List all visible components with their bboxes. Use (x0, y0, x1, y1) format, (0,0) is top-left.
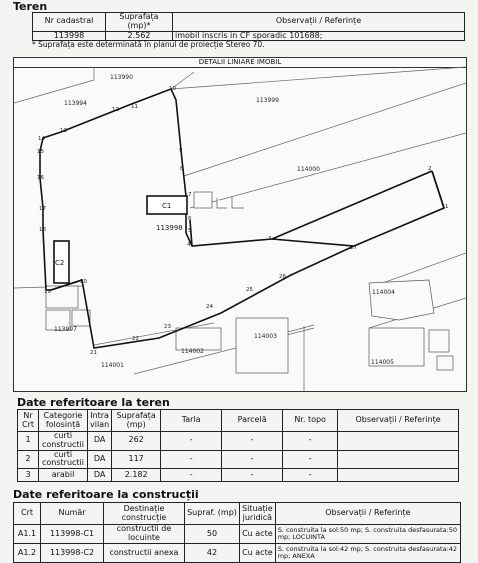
date-teren-table (17, 409, 459, 482)
parcel-label: 114004 (372, 289, 395, 296)
cell (338, 432, 459, 451)
cell: constructii anexa (104, 544, 185, 563)
cell: 2 (18, 450, 39, 469)
th-observatii: Observații / Referințe (275, 503, 460, 525)
teren-table (32, 12, 465, 41)
point-label: 13 (60, 128, 67, 134)
point-label: 9 (179, 148, 183, 154)
th-intravilan: Intra vilan (88, 410, 112, 432)
point-label: 21 (90, 350, 97, 356)
th-tarla: Tarla (161, 410, 222, 432)
point-label: 17 (39, 206, 46, 212)
table-row (18, 469, 459, 482)
cell: DA (88, 432, 112, 451)
parcel-label: 114003 (254, 333, 277, 340)
cell (338, 469, 459, 482)
teren-note: * Suprafața este determinată în planul de proiecție Stereo 70. (32, 40, 265, 49)
th-parcela: Parcelă (222, 410, 283, 432)
th-observatii: Observații / Referințe (173, 13, 465, 32)
point-label: 6 (188, 216, 192, 222)
parcel-label: 113997 (54, 326, 77, 333)
building-c2-label: C2 (55, 259, 65, 267)
teren-heading: Teren (13, 0, 48, 13)
point-label: 11 (131, 104, 138, 110)
cell: - (161, 450, 222, 469)
map-drawing (14, 58, 466, 391)
cell: 117 (112, 450, 161, 469)
point-label: 12 (112, 107, 119, 113)
date-constructii-heading: Date referitoare la construcții (13, 488, 199, 501)
cell: 262 (112, 432, 161, 451)
cell: 42 (185, 544, 240, 563)
map-title: DETALII LINIARE IMOBIL (14, 58, 466, 68)
table-row (14, 544, 461, 563)
th-numar: Număr (41, 503, 104, 525)
point-label: 26 (279, 274, 286, 280)
cell: 113998-C1 (41, 525, 104, 544)
cell: S. construita la sol:42 mp; S. construita desfasurata:42 mp; ANEXA (275, 544, 460, 563)
th-observatii: Observații / Referințe (338, 410, 459, 432)
point-label: 2 (428, 166, 432, 172)
cell: 113998-C2 (41, 544, 104, 563)
cell: - (222, 450, 283, 469)
cell: Cu acte (240, 544, 276, 563)
table-row (18, 450, 459, 469)
point-label: 25 (246, 287, 253, 293)
parcel-label: 113994 (64, 100, 87, 107)
cell: - (222, 432, 283, 451)
th-nr-topo: Nr. topo (283, 410, 338, 432)
cell: - (222, 469, 283, 482)
cell: Cu acte (240, 525, 276, 544)
point-label: 24 (206, 304, 213, 310)
cell: - (283, 469, 338, 482)
point-label: 19 (44, 289, 51, 295)
cell: - (161, 469, 222, 482)
parcel-label: 113990 (110, 74, 133, 81)
cell: 2.182 (112, 469, 161, 482)
cell: constructii de locuinte (104, 525, 185, 544)
cell-observatii: imobil inscris in CF sporadic 101688; (173, 31, 465, 41)
th-suprafata: Supraf. (mp) (185, 503, 240, 525)
point-label: 10 (169, 86, 176, 92)
cell: DA (88, 469, 112, 482)
th-destinatie: Destinație construcție (104, 503, 185, 525)
cell: curti constructii (39, 450, 88, 469)
cell-nr-cadastral: 113998 (33, 31, 106, 41)
parcel-label: 113999 (256, 97, 279, 104)
cell: 50 (185, 525, 240, 544)
point-label: 23 (164, 324, 171, 330)
th-nr-crt: Nr Crt (18, 410, 39, 432)
date-teren-heading: Date referitoare la teren (17, 396, 170, 409)
point-label: 4 (187, 242, 191, 248)
point-label: 8 (180, 166, 184, 172)
parcel-main-label: 113998 (156, 224, 183, 232)
point-label: 16 (37, 175, 44, 181)
point-label: 18 (39, 227, 46, 233)
cell: - (283, 450, 338, 469)
cadastral-map (13, 57, 467, 392)
cell (338, 450, 459, 469)
cell: - (161, 432, 222, 451)
th-suprafata: Suprafața (mp) (112, 410, 161, 432)
cell: A1.1 (14, 525, 41, 544)
parcel-label: 114000 (297, 166, 320, 173)
point-label: 20 (80, 279, 87, 285)
point-label: 3 (268, 236, 272, 242)
point-label: 1 (445, 204, 449, 210)
cell: curti constructii (39, 432, 88, 451)
cell: 1 (18, 432, 39, 451)
parcel-label: 114001 (101, 362, 124, 369)
parcel-label: 114002 (181, 348, 204, 355)
point-label: 5 (188, 228, 192, 234)
parcel-label: 114005 (371, 359, 394, 366)
cell: 3 (18, 469, 39, 482)
point-label: 15 (37, 149, 44, 155)
cell: S. construita la sol:50 mp; S. construita desfasurata:50 mp; LOCUINTA (275, 525, 460, 544)
date-constructii-table (13, 502, 461, 563)
cell: arabil (39, 469, 88, 482)
th-crt: Crt (14, 503, 41, 525)
th-nr-cadastral: Nr cadastral (33, 13, 106, 32)
point-label: 7 (188, 192, 192, 198)
cell: A1.2 (14, 544, 41, 563)
table-row (14, 525, 461, 544)
cell: DA (88, 450, 112, 469)
table-row (18, 432, 459, 451)
th-categorie: Categorie folosință (39, 410, 88, 432)
building-c1-label: C1 (162, 202, 172, 210)
point-label: 22 (132, 336, 139, 342)
th-situatie: Situație juridică (240, 503, 276, 525)
point-label: 14 (38, 136, 45, 142)
cell-suprafata: 2.562 (106, 31, 173, 41)
point-label: 27 (350, 245, 357, 251)
th-suprafata: Suprafața (mp)* (106, 13, 173, 32)
cell: - (283, 432, 338, 451)
